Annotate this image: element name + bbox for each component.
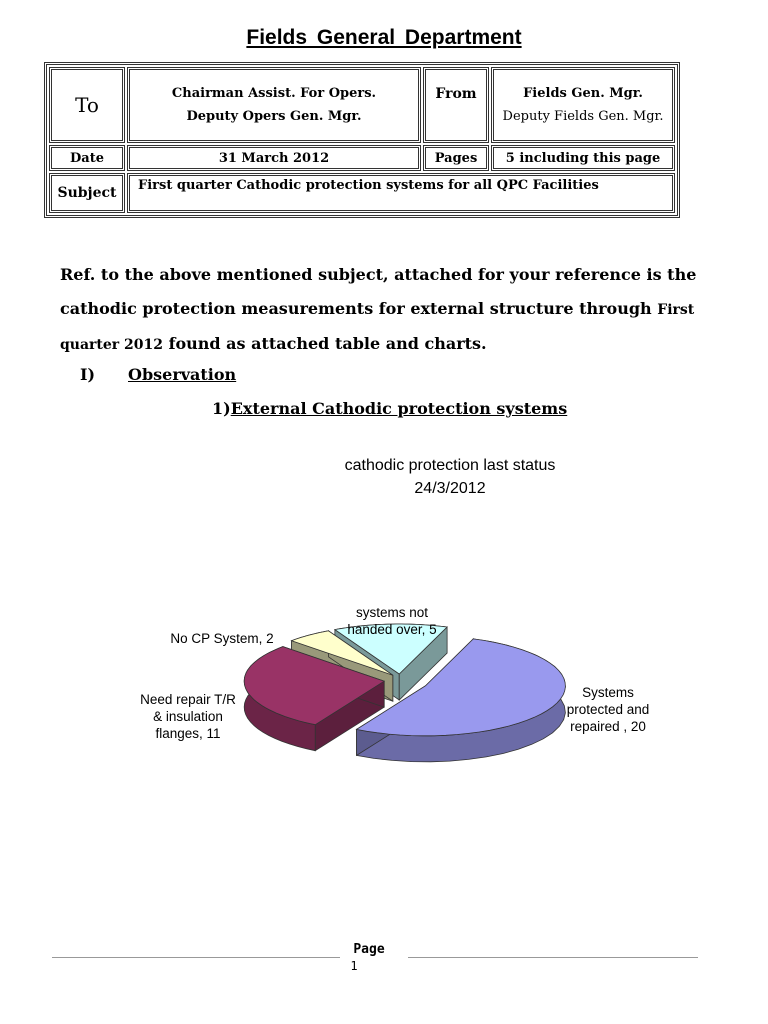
- to-label: To: [49, 67, 125, 143]
- body-line-3b: found as attached table and charts.: [163, 334, 487, 353]
- chart-subtitle: 24/3/2012: [414, 480, 486, 497]
- memo-header-table: [44, 62, 680, 218]
- from-senders: [491, 67, 675, 143]
- pie-slice-label: systems not handed over, 5: [347, 605, 437, 637]
- pages-label: Pages: [423, 145, 489, 171]
- body-paragraph: [60, 258, 700, 362]
- pie-slice-label: Systems protected and repaired , 20: [566, 685, 650, 734]
- subsection-heading: [212, 399, 567, 418]
- observation-title: Observation: [128, 365, 237, 384]
- to-line-1: Chairman Assist. For Opers.: [171, 86, 377, 101]
- from-line-1: Fields Gen. Mgr.: [523, 86, 643, 101]
- page-number: 1: [350, 959, 358, 973]
- to-line-2: Deputy Opers Gen. Mgr.: [186, 109, 362, 124]
- pie-slice-label: Need repair T/R & insulation flanges, 11: [140, 692, 236, 741]
- subsection-title: External Cathodic protection systems: [230, 399, 568, 418]
- subject-label: Subject: [49, 173, 125, 213]
- observation-heading: [80, 365, 236, 384]
- body-line-3a: quarter 2012: [60, 337, 164, 353]
- subsection-number: 1): [212, 399, 231, 418]
- pie-chart: [0, 440, 768, 770]
- date-value: 31 March 2012: [127, 145, 421, 171]
- subject-value: First quarter Cathodic protection systems for all QPC Facilities: [127, 173, 675, 213]
- footer-rule-right: [408, 957, 698, 958]
- pie-slice-label: No CP System, 2: [170, 631, 274, 646]
- footer-rule-left: [52, 957, 340, 958]
- from-line-2: Deputy Fields Gen. Mgr.: [502, 109, 664, 124]
- chart-title: cathodic protection last status: [344, 457, 556, 474]
- body-line-2b: First: [657, 302, 695, 318]
- page-label: Page: [353, 942, 385, 957]
- body-line-2: [60, 292, 700, 327]
- page-footer: [0, 940, 768, 980]
- document-title: Fields General Department: [246, 26, 522, 49]
- body-line-1: Ref. to the above mentioned subject, attached for your reference is the: [60, 265, 697, 284]
- from-label: From: [423, 67, 489, 143]
- pages-value: 5 including this page: [491, 145, 675, 171]
- body-line-2a: cathodic protection measurements for external structure through: [60, 299, 658, 318]
- body-line-3: [60, 327, 700, 362]
- observation-number: I): [80, 365, 96, 384]
- date-label: Date: [49, 145, 125, 171]
- pie-slices: [244, 624, 565, 762]
- to-recipients: [127, 67, 421, 143]
